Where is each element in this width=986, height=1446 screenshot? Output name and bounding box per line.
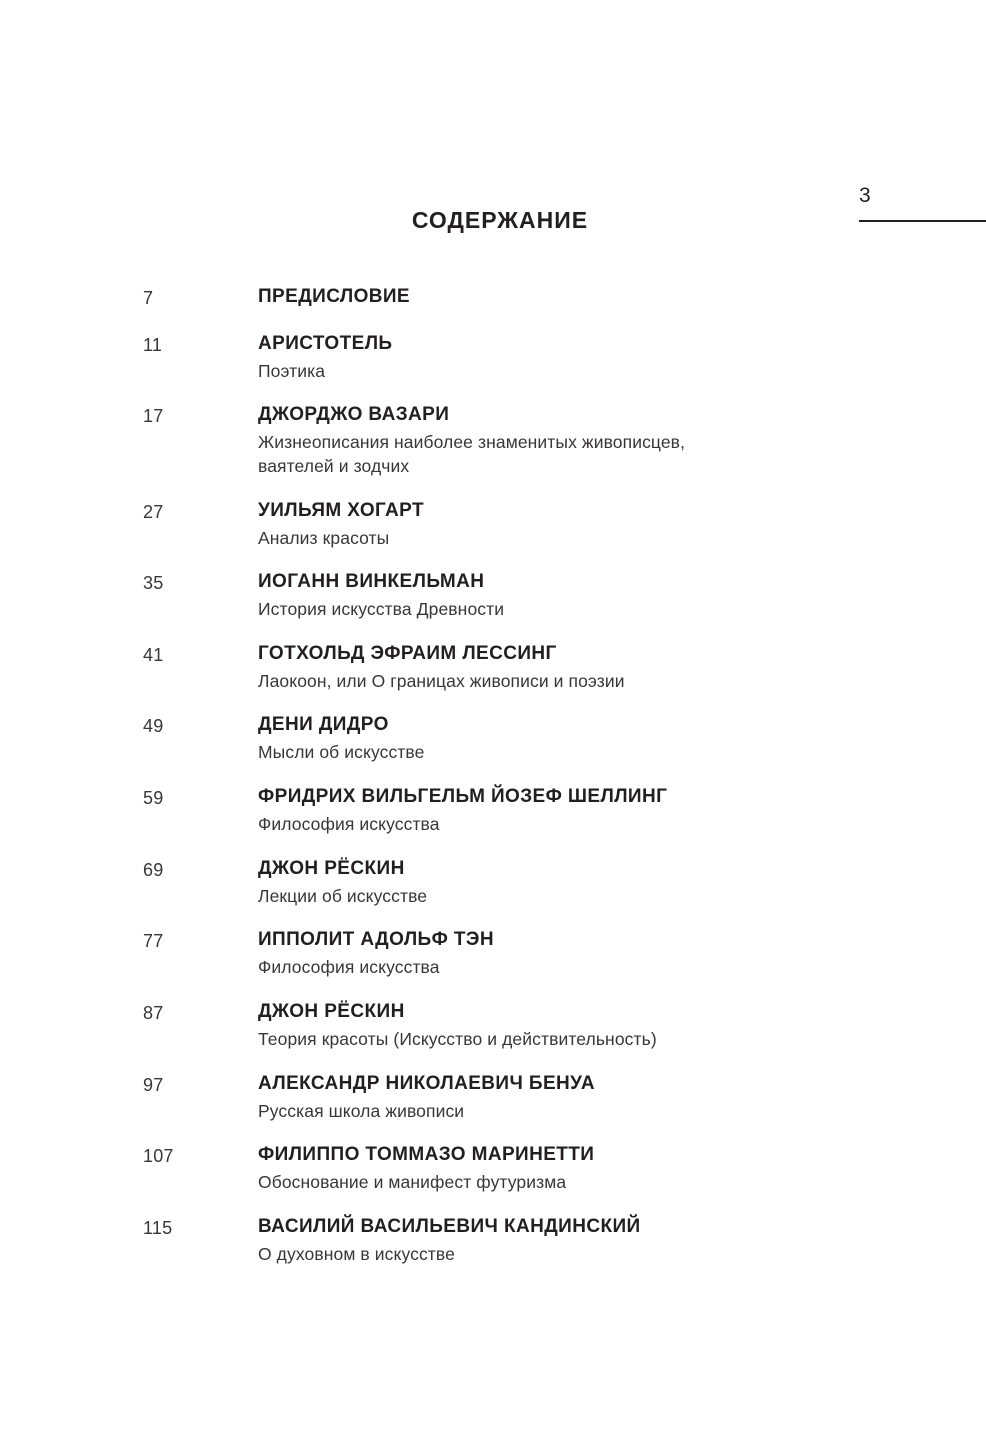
toc-author: АЛЕКСАНДР НИКОЛАЕВИЧ БЕНУА	[258, 1073, 596, 1094]
page-number: 3	[859, 184, 872, 207]
toc-author: ДЖОН РЁСКИН	[258, 1001, 405, 1022]
toc-page-number: 97	[143, 1075, 164, 1095]
toc-author: ДЖОН РЁСКИН	[258, 858, 405, 879]
toc-work-title: Поэтика	[258, 361, 326, 381]
toc-work-title: Лекции об искусстве	[258, 886, 428, 906]
toc-page-number: 17	[143, 406, 164, 426]
toc-work-title: Обоснование и манифест футуризма	[258, 1172, 567, 1192]
toc-author: ДЕНИ ДИДРО	[258, 714, 389, 735]
toc-work-title: Жизнеописания наиболее знаменитых живописцев, ваятелей и зодчих	[258, 432, 686, 476]
toc-work-title: Анализ красоты	[258, 528, 390, 548]
toc-page-number: 11	[143, 335, 163, 355]
toc-work-title: Теория красоты (Искусство и действительность)	[258, 1029, 657, 1049]
toc-work-title: Мысли об искусстве	[258, 742, 425, 762]
toc-work-title: Философия искусства	[258, 957, 440, 977]
toc-author: ИППОЛИТ АДОЛЬФ ТЭН	[258, 929, 494, 950]
toc-page-number: 49	[143, 716, 164, 736]
toc-work-title: Лаокоон, или О границах живописи и поэзии	[258, 671, 625, 691]
toc-author: ИОГАНН ВИНКЕЛЬМАН	[258, 571, 485, 592]
toc-work-title: О духовном в искусстве	[258, 1244, 455, 1264]
toc-page-number: 35	[143, 573, 164, 593]
toc-author: ФРИДРИХ ВИЛЬГЕЛЬМ ЙОЗЕФ ШЕЛЛИНГ	[258, 786, 668, 807]
toc-work-title: Русская школа живописи	[258, 1101, 465, 1121]
toc-author: УИЛЬЯМ ХОГАРТ	[258, 500, 424, 521]
toc-page-number: 115	[143, 1218, 173, 1238]
toc-author: ВАСИЛИЙ ВАСИЛЬЕВИЧ КАНДИНСКИЙ	[258, 1216, 641, 1237]
toc-author: ДЖОРДЖО ВАЗАРИ	[258, 404, 450, 425]
toc-page-number: 41	[143, 645, 164, 665]
toc-work-title: Философия искусства	[258, 814, 440, 834]
toc-page-number: 59	[143, 788, 164, 808]
toc-author: ГОТХОЛЬД ЭФРАИМ ЛЕССИНГ	[258, 643, 557, 664]
toc-page-number: 7	[143, 288, 154, 308]
toc-page-number: 107	[143, 1146, 174, 1166]
toc-page-number: 27	[143, 502, 164, 522]
page-title: СОДЕРЖАНИЕ	[411, 207, 589, 233]
toc-author: АРИСТОТЕЛЬ	[258, 333, 393, 354]
toc-page-number: 87	[143, 1003, 164, 1023]
toc-work-title: История искусства Древности	[258, 599, 505, 619]
toc-page-number: 69	[143, 860, 164, 880]
toc-author: ФИЛИППО ТОММАЗО МАРИНЕТТИ	[258, 1144, 595, 1165]
toc-page-number: 77	[143, 931, 164, 951]
toc-author: ПРЕДИСЛОВИЕ	[258, 286, 411, 307]
